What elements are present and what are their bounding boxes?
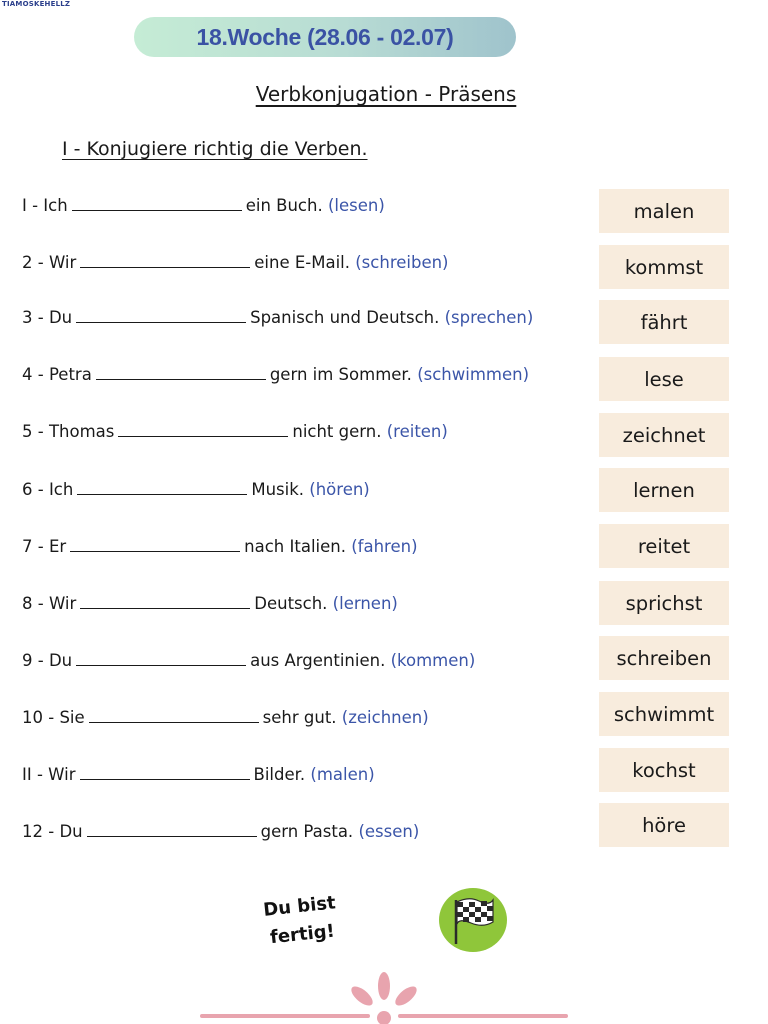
answer-blank[interactable]: [76, 651, 246, 666]
verb-hint: (sprechen): [444, 308, 534, 327]
verb-hint: (essen): [358, 822, 420, 841]
exercise-prefix: 10 - Sie: [22, 708, 85, 727]
exercise-row: [22, 594, 398, 613]
exercise-suffix: nach Italien.: [244, 537, 346, 556]
verb-hint: (schwimmen): [417, 365, 530, 384]
exercise-prefix: 8 - Wir: [22, 594, 77, 613]
finish-button[interactable]: [439, 888, 507, 952]
word-card-faehrt[interactable]: fährt: [599, 300, 729, 344]
word-card-hoere[interactable]: höre: [599, 803, 729, 847]
answer-blank[interactable]: [70, 537, 240, 552]
exercise-prefix: 12 - Du: [22, 822, 83, 841]
word-card-schreiben[interactable]: schreiben: [599, 636, 729, 680]
exercise-prefix: 5 - Thomas: [22, 422, 115, 441]
exercise-suffix: Musik.: [251, 480, 305, 499]
exercise-suffix: Spanisch und Deutsch.: [250, 308, 440, 327]
exercise-suffix: Deutsch.: [254, 594, 328, 613]
brand-logo: TIAMOSKEHELLZ: [2, 0, 71, 8]
exercise-prefix: 6 - Ich: [22, 480, 74, 499]
exercise-row: [22, 708, 429, 727]
verb-hint: (lernen): [332, 594, 398, 613]
exercise-row: [22, 765, 375, 784]
exercise-row: [22, 308, 533, 327]
word-card-kommst[interactable]: kommst: [599, 245, 729, 289]
exercise-prefix: 4 - Petra: [22, 365, 92, 384]
exercise-suffix: Bilder.: [253, 765, 306, 784]
verb-hint: (schreiben): [355, 253, 449, 272]
answer-blank[interactable]: [80, 765, 250, 780]
exercise-row: [22, 480, 370, 499]
verb-hint: (malen): [310, 765, 375, 784]
answer-blank[interactable]: [72, 196, 242, 211]
answer-blank[interactable]: [77, 480, 247, 495]
exercise-prefix: 9 - Du: [22, 651, 73, 670]
exercise-suffix: eine E-Mail.: [254, 253, 350, 272]
exercise-prefix: I - Ich: [22, 196, 68, 215]
page-title: Verbkonjugation - Präsens: [255, 82, 517, 106]
answer-blank[interactable]: [76, 308, 246, 323]
verb-hint: (kommen): [390, 651, 476, 670]
word-card-schwimmt[interactable]: schwimmt: [599, 692, 729, 736]
word-card-lese[interactable]: lese: [599, 357, 729, 401]
exercise-row: [22, 253, 449, 272]
verb-hint: (fahren): [351, 537, 418, 556]
instruction-heading: I - Konjugiere richtig die Verben.: [62, 138, 368, 160]
exercise-row: [22, 365, 529, 384]
flower-divider-decoration: [200, 968, 568, 1024]
week-banner: [134, 17, 516, 57]
exercise-suffix: ein Buch.: [245, 196, 323, 215]
exercise-suffix: aus Argentinien.: [250, 651, 386, 670]
answer-blank[interactable]: [80, 253, 250, 268]
word-card-zeichnet[interactable]: zeichnet: [599, 413, 729, 457]
answer-blank[interactable]: [89, 708, 259, 723]
exercise-row: [22, 822, 419, 841]
word-card-kochst[interactable]: kochst: [599, 748, 729, 792]
verb-hint: (zeichnen): [341, 708, 429, 727]
verb-hint: (reiten): [386, 422, 448, 441]
done-line-1: Du bist: [262, 892, 337, 921]
verb-hint: (lesen): [327, 196, 385, 215]
answer-blank[interactable]: [87, 822, 257, 837]
answer-blank[interactable]: [80, 594, 250, 609]
exercise-prefix: 7 - Er: [22, 537, 67, 556]
exercise-suffix: sehr gut.: [262, 708, 337, 727]
checkered-flag-icon: [439, 888, 507, 952]
exercise-prefix: 3 - Du: [22, 308, 73, 327]
week-label: 18.Woche (28.06 - 02.07): [196, 23, 454, 50]
exercise-row: [22, 422, 448, 441]
word-card-lernen[interactable]: lernen: [599, 468, 729, 512]
verb-hint: (hören): [309, 480, 370, 499]
done-line-2: fertig!: [269, 920, 336, 949]
answer-blank[interactable]: [96, 365, 266, 380]
exercise-prefix: II - Wir: [22, 765, 76, 784]
done-message: [253, 888, 348, 953]
exercise-suffix: gern im Sommer.: [269, 365, 412, 384]
word-card-sprichst[interactable]: sprichst: [599, 581, 729, 625]
word-card-malen[interactable]: malen: [599, 189, 729, 233]
exercise-prefix: 2 - Wir: [22, 253, 77, 272]
exercise-row: [22, 196, 385, 215]
exercise-row: [22, 651, 475, 670]
exercise-suffix: gern Pasta.: [260, 822, 354, 841]
exercise-suffix: nicht gern.: [292, 422, 382, 441]
word-card-reitet[interactable]: reitet: [599, 524, 729, 568]
exercise-row: [22, 537, 418, 556]
answer-blank[interactable]: [118, 422, 288, 437]
